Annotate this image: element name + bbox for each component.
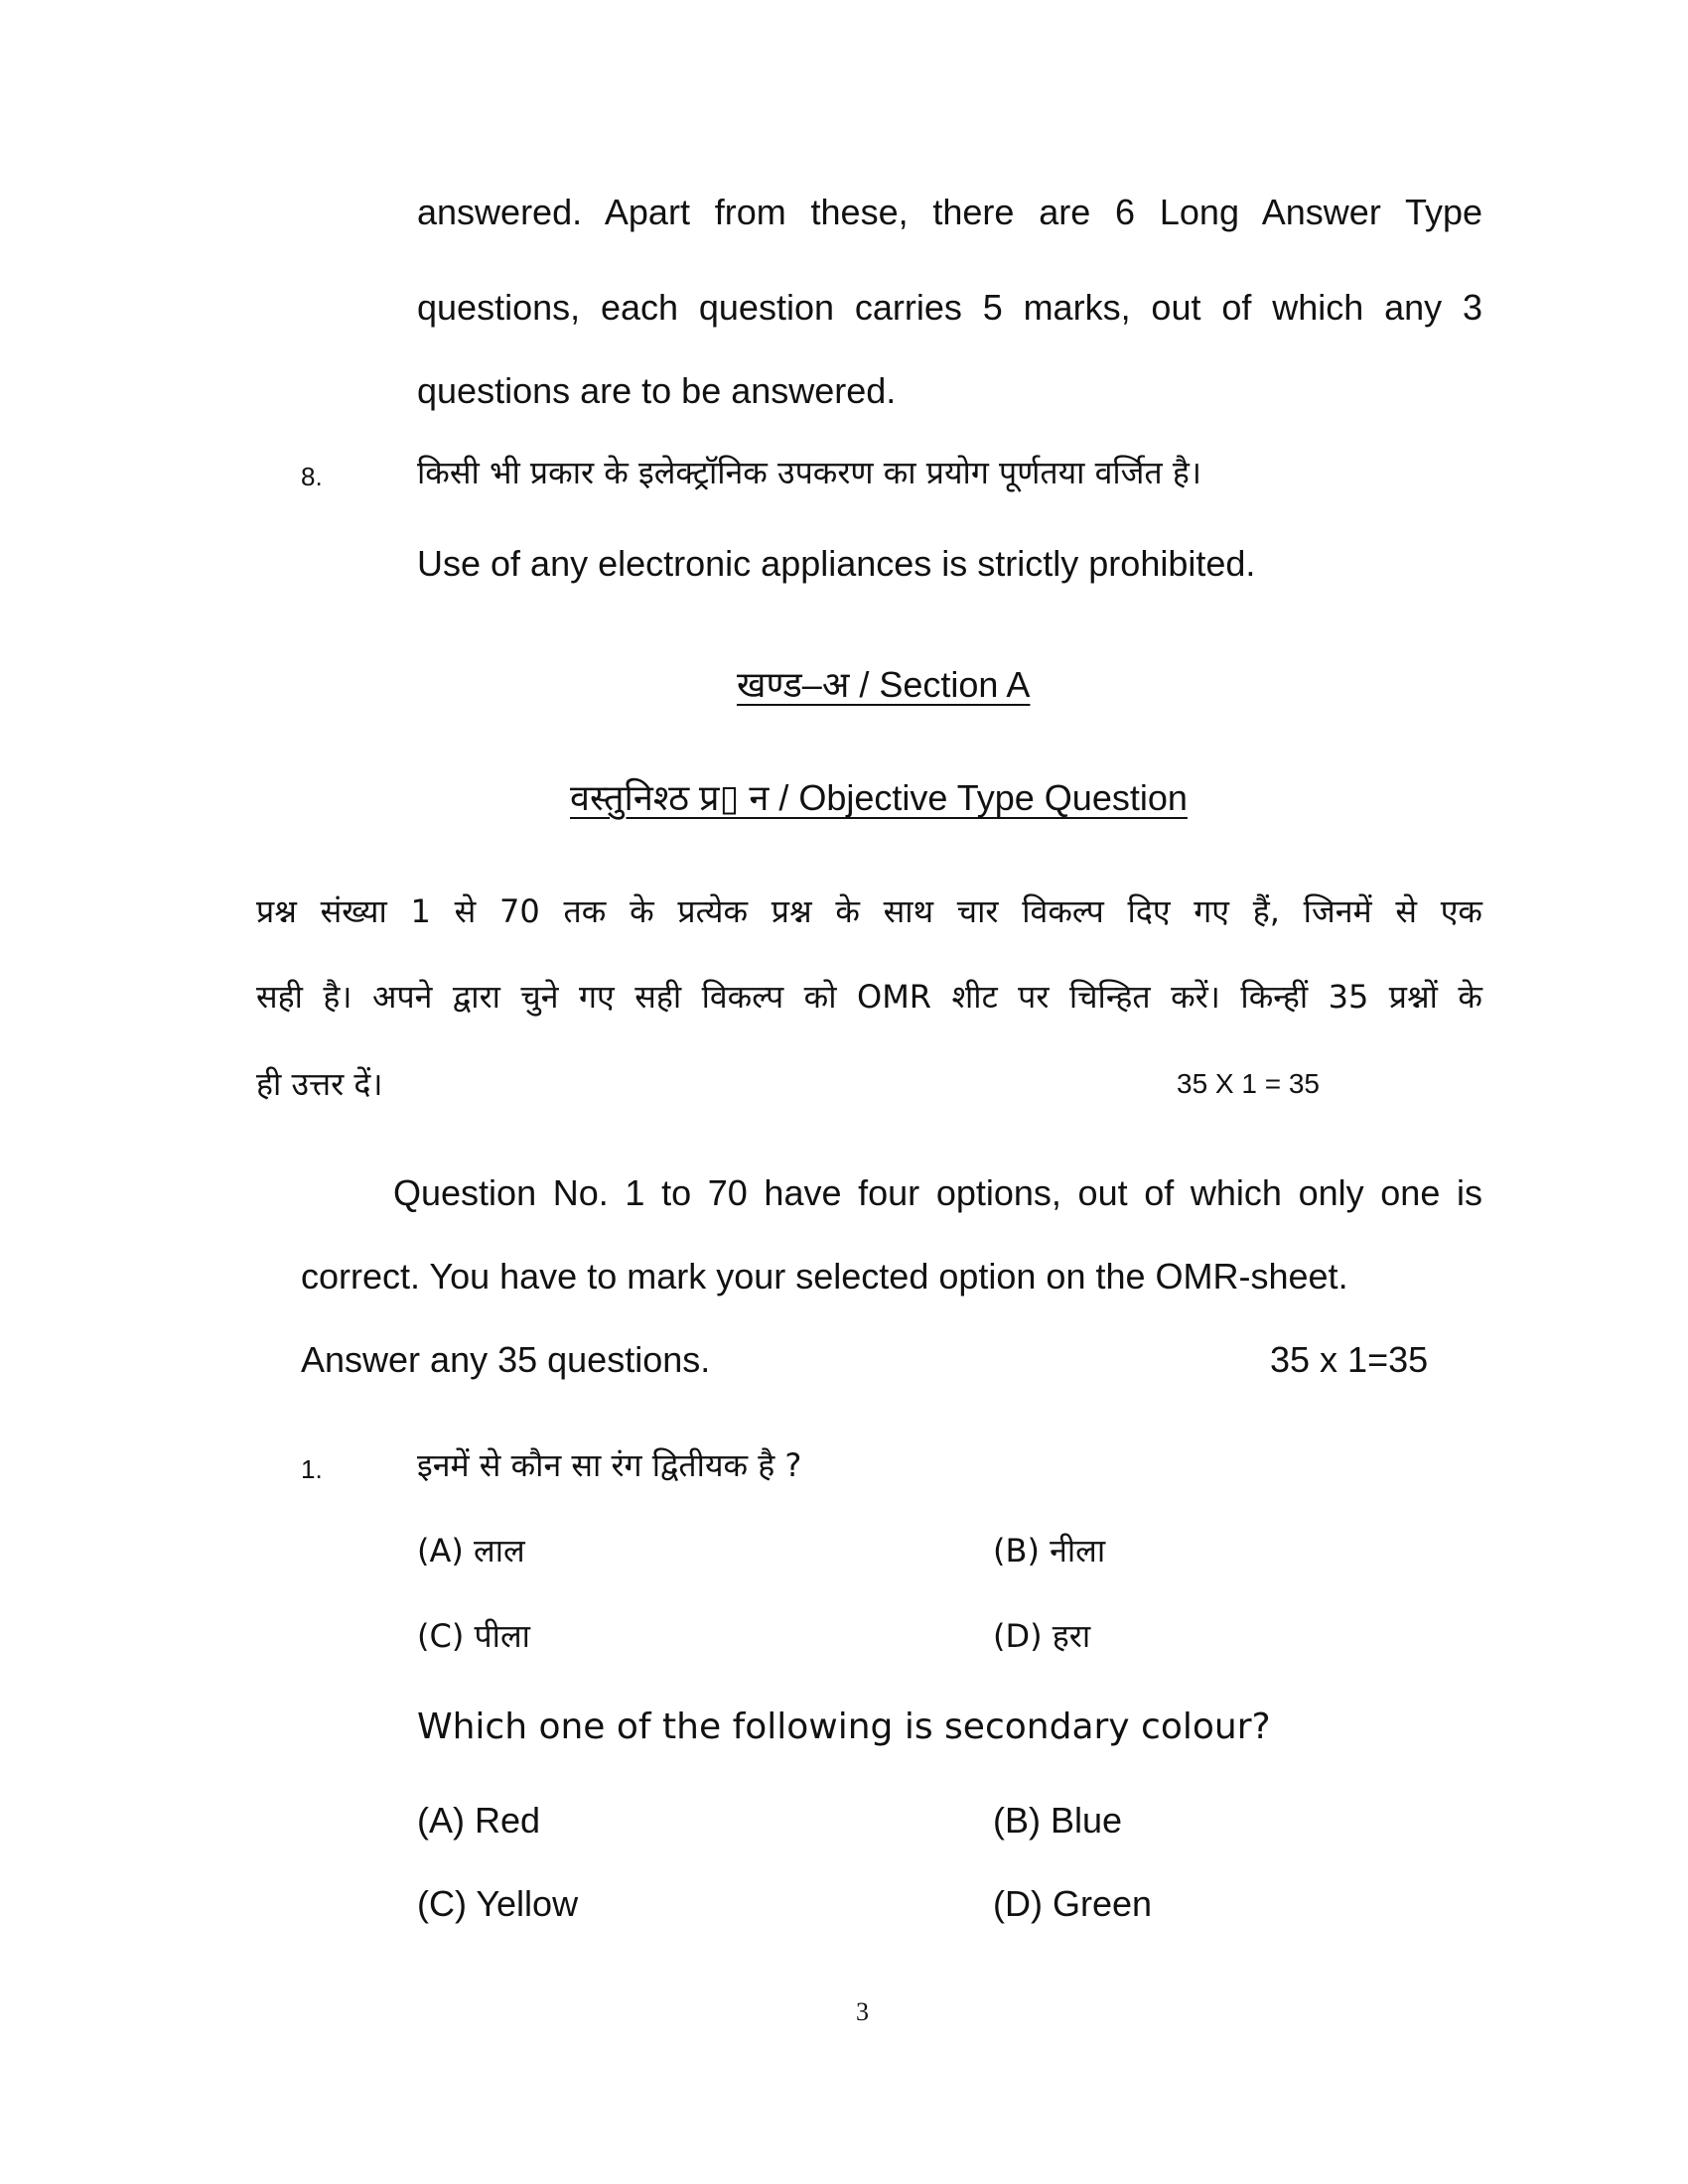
hindi-instructions-line-1: प्रश्न संख्या 1 से 70 तक के प्रत्येक प्रश्न के साथ चार विकल्प दिए गए हैं, जिनमें से एक [256,892,1482,930]
hindi-instructions-line-2: सही है। अपने द्वारा चुने गए सही विकल्प को OMR शीट पर चिन्हित करें। किन्हीं 35 प्रश्नों के [256,978,1482,1016]
hindi-instructions-line-3: ही उत्तर दें। [256,1065,383,1103]
intro-line-1: answered. Apart from these, there are 6 Long Answer Type [417,192,1482,232]
english-instructions-line-2: correct. You have to mark your selected option on the OMR-sheet. [301,1256,1348,1297]
question-1-hindi-option-b: (B) नीला [993,1532,1106,1570]
section-heading: खण्ड–अ / Section A [737,664,1031,705]
instruction-8-number: 8. [301,462,323,491]
question-1-hindi-option-a: (A) लाल [417,1532,525,1570]
intro-line-3: questions are to be answered. [417,370,897,411]
question-1-english-option-a: (A) Red [417,1800,541,1841]
objective-subheading: वस्तुनिश्ठ प्र▯ न / Objective Type Question [570,777,1188,818]
question-1-english-option-c: (C) Yellow [417,1883,579,1924]
page-number: 3 [856,1997,869,2026]
intro-line-2: questions, each question carries 5 marks, out of which any 3 [417,287,1482,328]
instruction-8-english: Use of any electronic appliances is strictly prohibited. [417,543,1256,584]
question-1-english-option-d: (D) Green [993,1883,1153,1924]
question-1-hindi: इनमें से कौन सा रंग द्वितीयक है ? [417,1446,802,1484]
question-1-number: 1. [301,1454,323,1484]
question-1-english-option-b: (B) Blue [993,1800,1123,1841]
english-instructions-line-3: Answer any 35 questions. [301,1339,711,1380]
question-1-hindi-option-d: (D) हरा [993,1617,1091,1655]
question-1-hindi-option-c: (C) पीला [417,1617,530,1655]
english-instructions-marks: 35 x 1=35 [1270,1339,1429,1380]
english-instructions-line-1: Question No. 1 to 70 have four options, out of which only one is [393,1172,1482,1213]
hindi-instructions-marks: 35 X 1 = 35 [1177,1068,1321,1099]
question-1-english: Which one of the following is secondary colour? [417,1706,1271,1747]
instruction-8-hindi: किसी भी प्रकार के इलेक्ट्रॉनिक उपकरण का प्रयोग पूर्णतया वर्जित है। [417,454,1201,491]
